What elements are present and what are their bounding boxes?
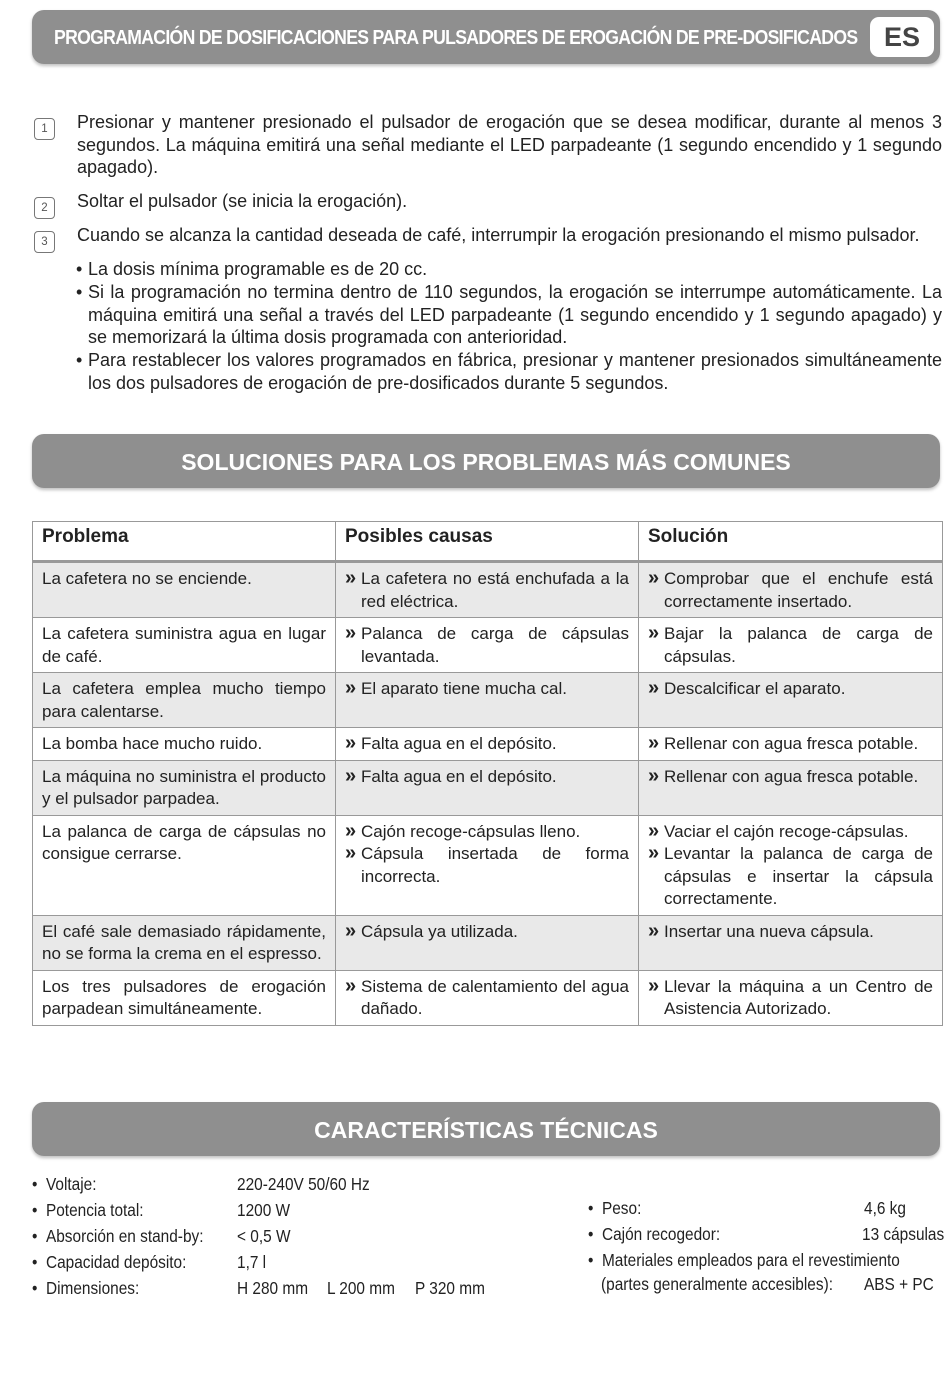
- spec-item-materials: • Materiales empleados para el revestimiento: [588, 1250, 900, 1270]
- solution-cell: [639, 760, 943, 815]
- spec-value: 220-240V 50/60 Hz: [237, 1174, 370, 1194]
- cause-cell: [336, 970, 639, 1025]
- arrow-marker: »: [648, 567, 660, 589]
- table-row: [33, 815, 943, 915]
- arrow-marker: »: [345, 764, 357, 787]
- cause-cell: [336, 562, 639, 618]
- solution-cell: [639, 618, 943, 673]
- language-badge: ES: [870, 17, 934, 57]
- specs-title: CARACTERÍSTICAS TÉCNICAS: [32, 1102, 940, 1156]
- cause-item: [345, 921, 629, 944]
- column-header-problem: Problema: [33, 522, 336, 562]
- solution-item: [648, 843, 933, 911]
- arrow-marker: »: [345, 974, 357, 997]
- spec-item-standby: • Absorción en stand-by:: [32, 1226, 204, 1246]
- solution-item-text: Rellenar con agua fresca potable.: [664, 766, 919, 786]
- spec-label: Absorción en stand-by:: [45, 1226, 204, 1246]
- problem-cell: La máquina no suministra el producto y el pulsador parpadea.: [33, 760, 336, 815]
- solution-item: [648, 568, 933, 613]
- column-header-solution: Solución: [639, 522, 943, 562]
- arrow-marker: »: [345, 732, 357, 754]
- arrow-marker: »: [648, 974, 660, 997]
- table-row: [33, 673, 943, 728]
- solution-cell: [639, 915, 943, 970]
- problem-cell: La cafetera suministra agua en lugar de café.: [33, 618, 336, 673]
- table-row: [33, 915, 943, 970]
- step-number-3: 3: [34, 231, 55, 253]
- arrow-marker: »: [345, 622, 357, 644]
- problem-cell: La palanca de carga de cápsulas no consigue cerrarse.: [33, 815, 336, 915]
- step-number-1: 1: [34, 118, 55, 140]
- solution-item-text: Levantar la palanca de carga de cápsulas e insertar la cápsula correctamente.: [664, 844, 933, 908]
- cause-item-text: Cápsula ya utilizada.: [361, 921, 518, 941]
- spec-item-voltage: • Voltaje:: [32, 1174, 97, 1194]
- cause-cell: [336, 673, 639, 728]
- cause-cell: [336, 815, 639, 915]
- solution-item-text: Bajar la palanca de carga de cápsulas.: [664, 624, 933, 666]
- solution-cell: [639, 673, 943, 728]
- solution-cell: [639, 970, 943, 1025]
- spec-item-tank: • Capacidad depósito:: [32, 1252, 187, 1272]
- solution-cell: [639, 815, 943, 915]
- arrow-marker: »: [648, 842, 660, 864]
- note-bullet: • Si la programación no termina dentro de 110 segundos, la erogación se interrumpe automáticamente. La máquina emitirá una señal a través del LED parpadeante (1 segundo encendido y 1 segundo apagado) y se memorizará la última dosis programada con anterioridad.: [76, 282, 942, 347]
- cause-cell: [336, 728, 639, 761]
- solution-item: [648, 733, 933, 756]
- solution-item: [648, 821, 933, 844]
- arrow-marker: »: [345, 842, 357, 864]
- arrow-marker: »: [648, 764, 660, 787]
- step-3-text: Cuando se alcanza la cantidad deseada de café, interrumpir la erogación presionando el mismo pulsador.: [77, 225, 920, 245]
- solution-cell: [639, 562, 943, 618]
- column-header-causes: Posibles causas: [336, 522, 639, 562]
- spec-item-drawer: • Cajón recogedor:: [588, 1224, 721, 1244]
- spec-value: 1,7 l: [237, 1252, 267, 1272]
- solution-item-text: Vaciar el cajón recoge-cápsulas.: [664, 821, 909, 841]
- cause-item: [345, 568, 629, 613]
- spec-label: Potencia total:: [45, 1200, 144, 1220]
- problem-cell: Los tres pulsadores de erogación parpadean simultáneamente.: [33, 970, 336, 1025]
- cause-item-text: Falta agua en el depósito.: [361, 734, 557, 753]
- page-title: PROGRAMACIÓN DE DOSIFICACIONES PARA PULSADORES DE EROGACIÓN DE PRE-DOSIFICADOS: [54, 26, 858, 49]
- solution-item: [648, 921, 933, 944]
- spec-item-weight: • Peso:: [588, 1198, 642, 1218]
- solution-cell: [639, 728, 943, 761]
- cause-item-text: El aparato tiene mucha cal.: [361, 679, 568, 698]
- cause-item-text: Falta agua en el depósito.: [361, 766, 557, 786]
- arrow-marker: »: [345, 819, 357, 842]
- cause-cell: [336, 618, 639, 673]
- table-row: [33, 562, 943, 618]
- spec-label: Voltaje:: [45, 1174, 97, 1194]
- arrow-marker: »: [648, 819, 660, 842]
- spec-value: 4,6 kg: [864, 1198, 906, 1218]
- cause-cell: [336, 760, 639, 815]
- arrow-marker: »: [345, 567, 357, 589]
- table-row: [33, 970, 943, 1025]
- cause-item: [345, 976, 629, 1021]
- page-header: [32, 10, 940, 64]
- cause-item: [345, 733, 629, 756]
- step-number-2: 2: [34, 197, 55, 219]
- cause-item: [345, 678, 629, 701]
- cause-item: [345, 623, 629, 668]
- arrow-marker: »: [648, 919, 660, 942]
- table-row: [33, 618, 943, 673]
- spec-label: Dimensiones:: [45, 1278, 140, 1298]
- problem-cell: El café sale demasiado rápidamente, no se forma la crema en el espresso.: [33, 915, 336, 970]
- solution-item: [648, 623, 933, 668]
- cause-item-text: Cajón recoge-cápsulas lleno.: [361, 821, 581, 841]
- spec-value: ABS + PC: [864, 1274, 934, 1294]
- cause-item: [345, 821, 629, 844]
- spec-label: Materiales empleados para el revestimiento: [601, 1250, 900, 1270]
- cause-item: [345, 766, 629, 789]
- solution-item: [648, 766, 933, 789]
- solution-item-text: Llevar la máquina a un Centro de Asistencia Autorizado.: [664, 976, 933, 1018]
- cause-item-text: Cápsula insertada de forma incorrecta.: [361, 844, 629, 886]
- spec-value: < 0,5 W: [237, 1226, 291, 1246]
- arrow-marker: »: [648, 732, 660, 754]
- spec-value-length: L 200 mm: [327, 1278, 395, 1298]
- spec-label: Peso:: [601, 1198, 642, 1218]
- problem-cell: La cafetera emplea mucho tiempo para calentarse.: [33, 673, 336, 728]
- problem-cell: La bomba hace mucho ruido.: [33, 728, 336, 761]
- solution-item-text: Rellenar con agua fresca potable.: [664, 734, 919, 753]
- spec-label: Capacidad depósito:: [45, 1252, 187, 1272]
- step-1-text: Presionar y mantener presionado el pulsador de erogación que se desea modificar, durante al menos 3 segundos. La máquina emitirá una señal mediante el LED parpadeante (1 segundo encendido y 1 segundo apagado).: [77, 112, 942, 177]
- cause-cell: [336, 915, 639, 970]
- solution-item-text: Descalcificar el aparato.: [664, 679, 846, 698]
- troubleshooting-table: [32, 521, 943, 1026]
- step-2-text: Soltar el pulsador (se inicia la erogación).: [77, 191, 408, 211]
- arrow-marker: »: [345, 677, 357, 699]
- table-row: [33, 728, 943, 761]
- table-row: [33, 760, 943, 815]
- note-bullet: • La dosis mínima programable es de 20 cc.: [76, 259, 428, 279]
- solution-item: [648, 976, 933, 1021]
- spec-value: 1200 W: [237, 1200, 291, 1220]
- spec-value-depth: P 320 mm: [415, 1278, 485, 1298]
- arrow-marker: »: [345, 919, 357, 942]
- note-bullet: • Para restablecer los valores programados en fábrica, presionar y mantener presionados simultáneamente los dos pulsadores de erogación de pre-dosificados durante 5 segundos.: [76, 350, 942, 393]
- spec-label-continued: (partes generalmente accesibles):: [601, 1274, 833, 1294]
- cause-item: [345, 843, 629, 888]
- arrow-marker: »: [648, 622, 660, 644]
- solution-item: [648, 678, 933, 701]
- spec-item-power: • Potencia total:: [32, 1200, 144, 1220]
- arrow-marker: »: [648, 677, 660, 699]
- solution-item-text: Comprobar que el enchufe está correctamente insertado.: [664, 569, 933, 611]
- cause-item-text: La cafetera no está enchufada a la red eléctrica.: [361, 569, 629, 611]
- spec-item-dimensions: • Dimensiones:: [32, 1278, 140, 1298]
- cause-item-text: Palanca de carga de cápsulas levantada.: [361, 624, 629, 666]
- problem-cell: La cafetera no se enciende.: [33, 562, 336, 618]
- table-header-row: [33, 522, 943, 562]
- spec-label: Cajón recogedor:: [601, 1224, 721, 1244]
- spec-value-height: H 280 mm: [237, 1278, 309, 1298]
- spec-value: 13 cápsulas: [862, 1224, 945, 1244]
- solution-item-text: Insertar una nueva cápsula.: [664, 921, 874, 941]
- cause-item-text: Sistema de calentamiento del agua dañado.: [361, 976, 629, 1018]
- troubleshooting-title: SOLUCIONES PARA LOS PROBLEMAS MÁS COMUNES: [32, 434, 940, 488]
